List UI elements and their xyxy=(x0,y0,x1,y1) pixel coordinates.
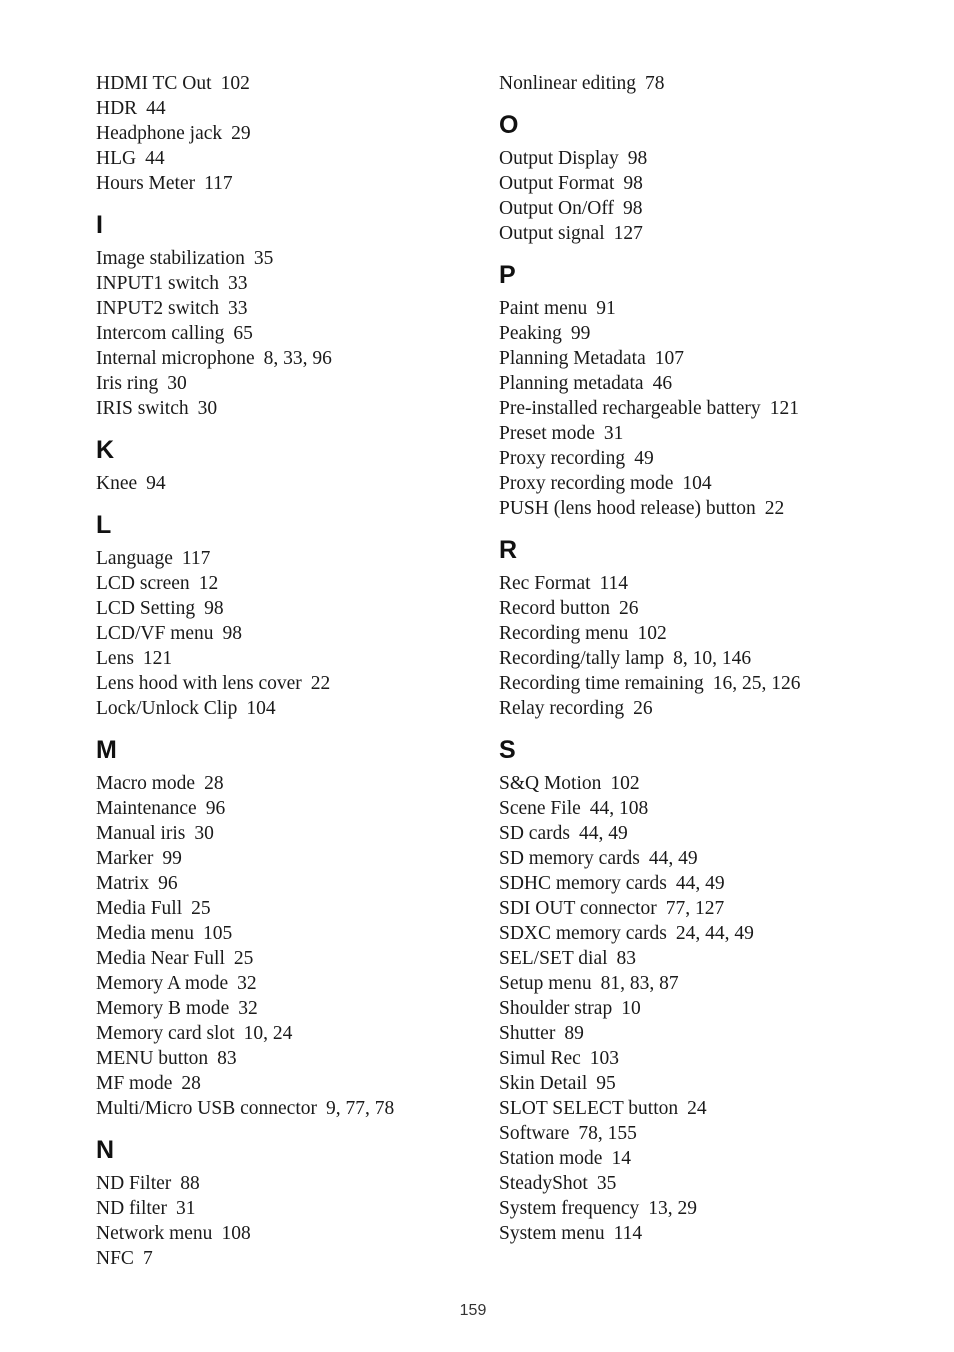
index-page-ref: 95 xyxy=(596,1073,616,1094)
index-entry xyxy=(499,446,919,471)
index-term: IRIS switch xyxy=(96,398,189,419)
index-page-ref: 103 xyxy=(589,1048,620,1069)
index-entry xyxy=(499,846,919,871)
index-entry xyxy=(499,396,919,421)
index-page-ref: 8, 33, 96 xyxy=(263,348,332,369)
index-entry xyxy=(96,596,486,621)
index-page-ref: 44, 49 xyxy=(578,823,628,844)
index-entry xyxy=(96,846,486,871)
index-term: Proxy recording mode xyxy=(499,473,674,494)
index-entry xyxy=(499,871,919,896)
index-term: LCD/VF menu xyxy=(96,623,214,644)
index-term: SD memory cards xyxy=(499,848,640,869)
index-page-ref: 81, 83, 87 xyxy=(600,973,679,994)
index-page-ref: 35 xyxy=(253,248,274,269)
index-page-ref: 102 xyxy=(610,773,640,794)
index-page-ref: 94 xyxy=(146,473,166,494)
index-page-ref: 29 xyxy=(231,123,251,144)
index-page-ref: 30 xyxy=(197,398,218,419)
index-page-ref: 12 xyxy=(198,573,219,594)
index-page-ref: 30 xyxy=(167,373,187,394)
index-term: SDXC memory cards xyxy=(499,923,667,944)
index-page-ref: 44, 49 xyxy=(648,848,698,869)
index-page-ref: 104 xyxy=(246,698,276,719)
index-term: Media Full xyxy=(96,898,183,919)
index-section xyxy=(499,113,919,246)
index-term: LCD screen xyxy=(96,573,190,594)
index-entry xyxy=(96,696,486,721)
section-letter-heading: R xyxy=(499,536,518,564)
index-page-ref: 105 xyxy=(203,923,233,944)
index-page-ref: 8, 10, 146 xyxy=(673,648,752,669)
index-term: Recording time remaining xyxy=(499,673,704,694)
index-entry xyxy=(499,346,919,371)
index-term: Shutter xyxy=(499,1023,556,1044)
index-term: Maintenance xyxy=(96,798,197,819)
index-term: INPUT2 switch xyxy=(96,298,219,319)
index-page-ref: 98 xyxy=(627,148,648,169)
index-term: ND Filter xyxy=(96,1173,172,1194)
index-term: Software xyxy=(499,1123,570,1144)
index-page-ref: 33 xyxy=(227,298,248,319)
index-page-ref: 10 xyxy=(621,998,641,1019)
index-term: Pre-installed rechargeable battery xyxy=(499,398,761,419)
index-page-ref: 114 xyxy=(599,573,629,594)
index-page-ref: 102 xyxy=(220,73,250,94)
index-entry xyxy=(499,1221,919,1246)
index-term: Lens xyxy=(96,648,134,669)
index-term: Rec Format xyxy=(499,573,591,594)
index-entry xyxy=(96,321,486,346)
index-entry xyxy=(499,1146,919,1171)
index-entry xyxy=(499,1096,919,1121)
index-term: LCD Setting xyxy=(96,598,196,619)
index-term: NFC xyxy=(96,1248,134,1269)
index-page-ref: 91 xyxy=(596,298,616,319)
index-page-ref: 44 xyxy=(145,148,165,169)
index-entry xyxy=(96,1246,486,1271)
index-entry xyxy=(96,1096,486,1121)
section-letter-heading: P xyxy=(499,261,516,289)
index-term: SD cards xyxy=(499,823,570,844)
index-entry xyxy=(96,246,486,271)
index-term: Output Format xyxy=(499,173,615,194)
index-term: Paint menu xyxy=(499,298,588,319)
page-number: 159 xyxy=(459,1302,487,1319)
index-page-ref: 117 xyxy=(204,173,233,194)
index-page-ref: 24, 44, 49 xyxy=(675,923,754,944)
index-section xyxy=(499,538,919,721)
index-page-ref: 46 xyxy=(652,373,673,394)
index-page-ref: 99 xyxy=(570,323,591,344)
index-entry xyxy=(96,896,486,921)
index-entry xyxy=(499,996,919,1021)
index-page-ref: 99 xyxy=(162,848,182,869)
index-term: Lens hood with lens cover xyxy=(96,673,302,694)
index-page-ref: 25 xyxy=(191,898,211,919)
index-entry xyxy=(499,296,919,321)
index-entry xyxy=(499,196,919,221)
index-entry xyxy=(499,1071,919,1096)
index-entry xyxy=(499,971,919,996)
index-entry xyxy=(96,796,486,821)
index-term: MF mode xyxy=(96,1073,173,1094)
index-entry xyxy=(499,1046,919,1071)
index-page-ref: 102 xyxy=(637,623,667,644)
index-entry xyxy=(499,646,919,671)
index-term: Macro mode xyxy=(96,773,196,794)
index-entry xyxy=(499,571,919,596)
index-term: Knee xyxy=(96,473,138,494)
index-term: MENU button xyxy=(96,1048,209,1069)
index-page-ref: 78, 155 xyxy=(578,1123,637,1144)
index-page-ref: 107 xyxy=(654,348,685,369)
section-letter-heading: M xyxy=(96,736,117,764)
index-page-ref: 89 xyxy=(564,1023,584,1044)
index-page-ref: 98 xyxy=(204,598,224,619)
index-term: Media menu xyxy=(96,923,195,944)
index-page-ref: 14 xyxy=(611,1148,631,1169)
index-entry xyxy=(96,271,486,296)
index-page-ref: 83 xyxy=(616,948,637,969)
index-entry xyxy=(96,1021,486,1046)
index-entry xyxy=(499,946,919,971)
index-term: INPUT1 switch xyxy=(96,273,219,294)
index-entry xyxy=(96,671,486,696)
index-term: Manual iris xyxy=(96,823,186,844)
index-entry xyxy=(96,471,486,496)
index-entry xyxy=(499,1171,919,1196)
index-entry xyxy=(499,921,919,946)
index-entry xyxy=(96,1046,486,1071)
index-entry xyxy=(499,696,919,721)
index-term: Hours Meter xyxy=(96,173,196,194)
index-term: Setup menu xyxy=(499,973,592,994)
index-term: PUSH (lens hood release) button xyxy=(499,498,756,519)
index-entry xyxy=(96,546,486,571)
index-term: Simul Rec xyxy=(499,1048,581,1069)
index-entry xyxy=(96,1071,486,1096)
index-entry xyxy=(96,96,486,121)
index-term: Headphone jack xyxy=(96,123,223,144)
index-page-ref: 77, 127 xyxy=(665,898,725,919)
index-term: Preset mode xyxy=(499,423,595,444)
index-page-ref: 44, 49 xyxy=(675,873,725,894)
index-entry xyxy=(96,171,486,196)
index-entry xyxy=(499,171,919,196)
index-entry xyxy=(96,1171,486,1196)
index-page-ref: 22 xyxy=(310,673,331,694)
index-page-ref: 108 xyxy=(221,1223,251,1244)
index-term: Output On/Off xyxy=(499,198,615,219)
index-page-ref: 22 xyxy=(764,498,785,519)
index-entry xyxy=(499,821,919,846)
index-term: Matrix xyxy=(96,873,150,894)
index-entry xyxy=(499,621,919,646)
index-term: Peaking xyxy=(499,323,562,344)
index-section xyxy=(96,71,486,196)
index-entry xyxy=(499,146,919,171)
index-page-ref: 30 xyxy=(194,823,214,844)
index-entry xyxy=(499,1121,919,1146)
index-entry xyxy=(96,121,486,146)
index-entry xyxy=(499,896,919,921)
index-term: Station mode xyxy=(499,1148,603,1169)
index-page-ref: 7 xyxy=(142,1248,153,1269)
index-entry xyxy=(499,371,919,396)
index-page-ref: 49 xyxy=(634,448,654,469)
index-term: Memory A mode xyxy=(96,973,229,994)
index-entry xyxy=(499,71,919,96)
index-page-ref: 121 xyxy=(769,398,799,419)
index-term: Output signal xyxy=(499,223,605,244)
index-section xyxy=(499,263,919,521)
index-term: Planning metadata xyxy=(499,373,644,394)
index-term: SLOT SELECT button xyxy=(499,1098,679,1119)
index-term: Language xyxy=(96,548,173,569)
index-entry xyxy=(499,796,919,821)
index-entry xyxy=(499,221,919,246)
index-page-ref: 24 xyxy=(687,1098,707,1119)
index-section xyxy=(96,213,486,421)
section-letter-heading: K xyxy=(96,436,115,464)
index-entry xyxy=(499,671,919,696)
index-page-ref: 10, 24 xyxy=(243,1023,293,1044)
index-entry xyxy=(96,371,486,396)
index-term: Marker xyxy=(96,848,154,869)
index-entry xyxy=(96,621,486,646)
index-entry xyxy=(96,296,486,321)
index-entry xyxy=(96,571,486,596)
index-entry xyxy=(499,596,919,621)
index-page-ref: 32 xyxy=(238,998,258,1019)
index-page-ref: 98 xyxy=(222,623,243,644)
index-page-ref: 127 xyxy=(613,223,643,244)
index-page-ref: 98 xyxy=(623,173,643,194)
index-entry xyxy=(96,146,486,171)
index-page-ref: 96 xyxy=(205,798,226,819)
index-term: Record button xyxy=(499,598,611,619)
index-term: Internal microphone xyxy=(96,348,255,369)
index-entry xyxy=(96,921,486,946)
index-term: Iris ring xyxy=(96,373,159,394)
index-entry xyxy=(96,946,486,971)
index-section xyxy=(499,71,919,96)
index-entry xyxy=(499,321,919,346)
index-page-ref: 25 xyxy=(233,948,254,969)
index-entry xyxy=(96,996,486,1021)
index-entry xyxy=(96,646,486,671)
index-entry xyxy=(499,496,919,521)
index-section xyxy=(96,1138,486,1271)
index-term: Memory B mode xyxy=(96,998,230,1019)
index-page-ref: 78 xyxy=(645,73,665,94)
index-term: ND filter xyxy=(96,1198,167,1219)
index-entry xyxy=(499,1021,919,1046)
index-page-ref: 26 xyxy=(633,698,653,719)
index-entry xyxy=(96,71,486,96)
index-page-ref: 9, 77, 78 xyxy=(325,1098,395,1119)
index-section xyxy=(96,438,486,496)
index-page-ref: 44, 108 xyxy=(589,798,649,819)
index-section xyxy=(499,738,919,1246)
index-page-ref: 13, 29 xyxy=(648,1198,698,1219)
index-entry xyxy=(96,771,486,796)
index-term: Lock/Unlock Clip xyxy=(96,698,238,719)
section-letter-heading: O xyxy=(499,111,519,139)
index-term: Scene File xyxy=(499,798,581,819)
index-page-ref: 28 xyxy=(204,773,224,794)
index-page-ref: 88 xyxy=(180,1173,200,1194)
index-term: Relay recording xyxy=(499,698,625,719)
index-term: Nonlinear editing xyxy=(499,73,637,94)
index-term: Intercom calling xyxy=(96,323,225,344)
index-page-ref: 121 xyxy=(142,648,173,669)
index-page-ref: 104 xyxy=(682,473,712,494)
index-section xyxy=(96,513,486,721)
index-term: Proxy recording xyxy=(499,448,626,469)
index-term: System menu xyxy=(499,1223,605,1244)
index-term: Planning Metadata xyxy=(499,348,646,369)
index-page-ref: 31 xyxy=(603,423,624,444)
section-letter-heading: I xyxy=(96,211,103,239)
index-term: Media Near Full xyxy=(96,948,225,969)
section-letter-heading: L xyxy=(96,511,112,539)
index-term: Multi/Micro USB connector xyxy=(96,1098,317,1119)
index-page-ref: 83 xyxy=(217,1048,237,1069)
index-page-ref: 26 xyxy=(619,598,639,619)
section-letter-heading: N xyxy=(96,1136,115,1164)
index-term: SEL/SET dial xyxy=(499,948,608,969)
index-entry xyxy=(96,1221,486,1246)
index-column-right xyxy=(499,71,919,1246)
index-page-ref: 96 xyxy=(158,873,178,894)
index-page-ref: 33 xyxy=(227,273,248,294)
index-page-ref: 35 xyxy=(596,1173,617,1194)
index-term: Recording/tally lamp xyxy=(499,648,665,669)
index-term: System frequency xyxy=(499,1198,640,1219)
index-page-ref: 16, 25, 126 xyxy=(712,673,801,694)
index-entry xyxy=(499,471,919,496)
index-page-ref: 98 xyxy=(623,198,643,219)
index-page-ref: 65 xyxy=(233,323,253,344)
index-column-left xyxy=(96,71,486,1271)
index-page-ref: 28 xyxy=(181,1073,201,1094)
index-term: HDMI TC Out xyxy=(96,73,212,94)
index-term: Network menu xyxy=(96,1223,213,1244)
index-entry xyxy=(499,421,919,446)
index-term: Skin Detail xyxy=(499,1073,588,1094)
index-page-ref: 31 xyxy=(175,1198,196,1219)
index-entry xyxy=(96,346,486,371)
index-entry xyxy=(499,771,919,796)
index-term: SDI OUT connector xyxy=(499,898,657,919)
index-entry xyxy=(499,1196,919,1221)
index-term: S&Q Motion xyxy=(499,773,602,794)
index-term: Image stabilization xyxy=(96,248,245,269)
section-letter-heading: S xyxy=(499,736,516,764)
index-term: Recording menu xyxy=(499,623,629,644)
index-entry xyxy=(96,1196,486,1221)
index-term: Shoulder strap xyxy=(499,998,613,1019)
index-entry xyxy=(96,971,486,996)
index-term: SteadyShot xyxy=(499,1173,588,1194)
index-page-ref: 117 xyxy=(181,548,211,569)
index-term: HDR xyxy=(96,98,138,119)
index-term: SDHC memory cards xyxy=(499,873,667,894)
index-term: Output Display xyxy=(499,148,619,169)
index-entry xyxy=(96,396,486,421)
index-page-ref: 114 xyxy=(613,1223,643,1244)
index-section xyxy=(96,738,486,1121)
index-term: Memory card slot xyxy=(96,1023,235,1044)
index-term: HLG xyxy=(96,148,137,169)
index-page-ref: 32 xyxy=(237,973,257,994)
index-entry xyxy=(96,821,486,846)
index-page-ref: 44 xyxy=(146,98,166,119)
index-entry xyxy=(96,871,486,896)
